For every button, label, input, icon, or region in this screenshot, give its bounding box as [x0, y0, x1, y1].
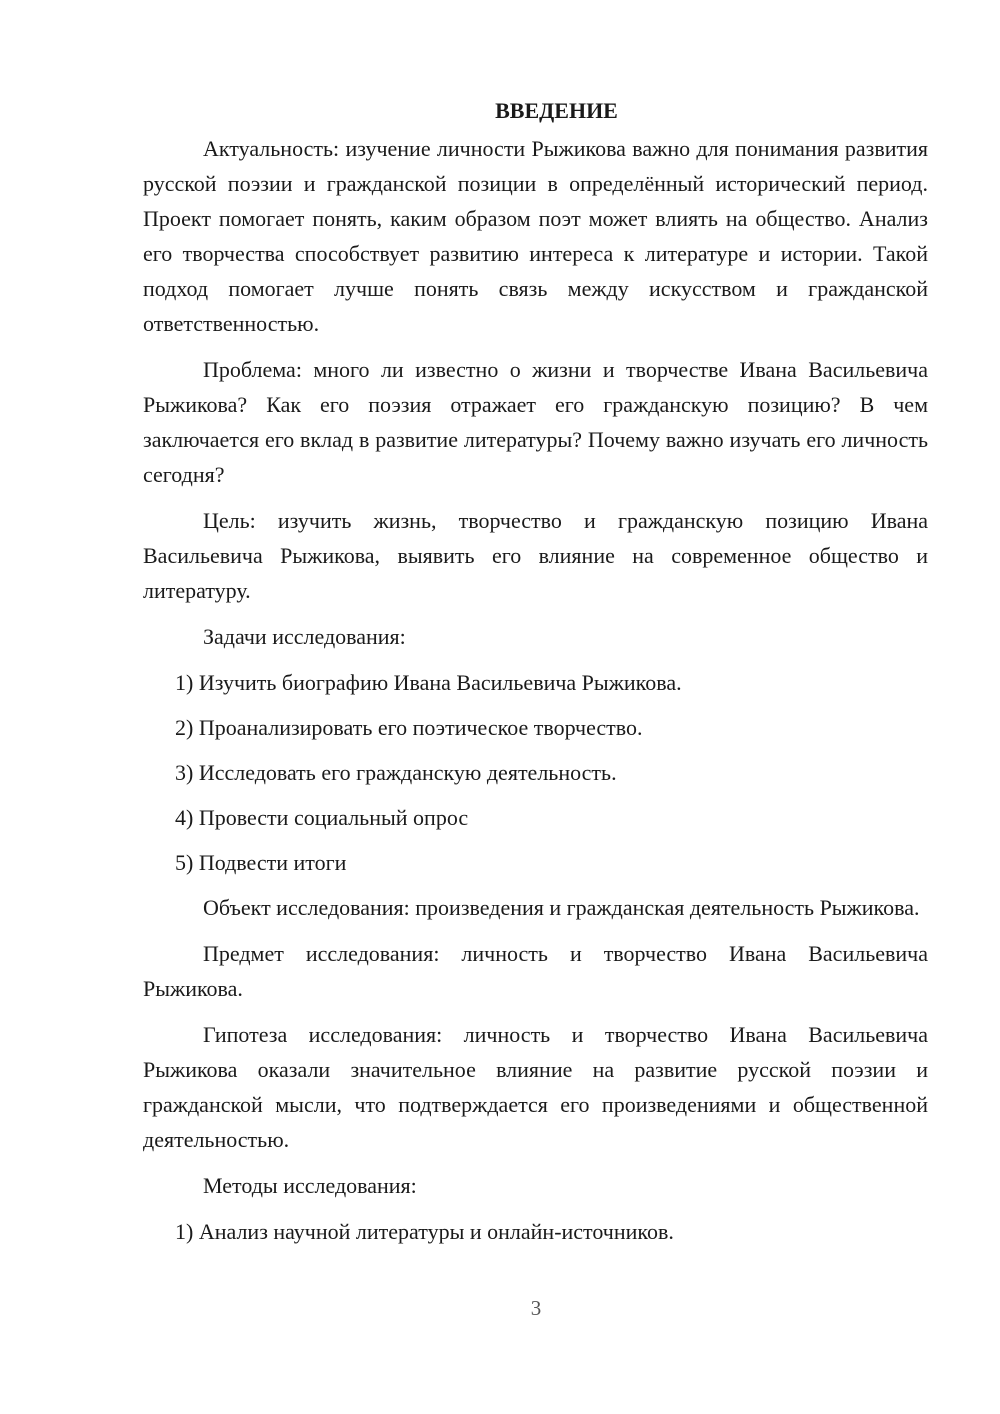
task-item: 2) Проанализировать его поэтическое творчество. [175, 715, 643, 740]
goal-paragraph: Цель: изучить жизнь, творчество и гражданскую позицию Ивана Васильевича Рыжикова, выявить его влияние на современное общество и литературу. [143, 508, 928, 603]
tasks-heading: Задачи исследования: [203, 624, 406, 649]
task-item: 4) Провести социальный опрос [175, 805, 469, 830]
actuality-paragraph: Актуальность: изучение личности Рыжикова важно для понимания развития русской поэзии и гражданской позиции в определённый исторический период. Проект помогает понять, каким образом поэт может влиять на общество. Анализ его творчества способствует развитию интереса к литературе и истории. Такой подход помогает лучше понять связь между искусством и гражданской ответственностью. [143, 136, 928, 336]
task-item: 1) Изучить биографию Ивана Васильевича Рыжикова. [175, 670, 682, 695]
subject-paragraph: Предмет исследования: личность и творчество Ивана Васильевича Рыжикова. [143, 941, 928, 1001]
object-paragraph: Объект исследования: произведения и гражданская деятельность Рыжикова. [203, 895, 920, 920]
section-title: ВВЕДЕНИЕ [495, 98, 618, 123]
task-item: 3) Исследовать его гражданскую деятельность. [175, 760, 617, 785]
methods-heading: Методы исследования: [203, 1173, 417, 1198]
hypothesis-paragraph: Гипотеза исследования: личность и творчество Ивана Васильевича Рыжикова оказали значительное влияние на развитие русской поэзии и гражданской мысли, что подтверждается его произведениями и общественной деятельностью. [143, 1022, 928, 1152]
task-item: 5) Подвести итоги [175, 850, 347, 875]
method-item: 1) Анализ научной литературы и онлайн-источников. [175, 1219, 674, 1244]
page-number: 3 [530, 1296, 542, 1320]
problem-paragraph: Проблема: много ли известно о жизни и творчестве Ивана Васильевича Рыжикова? Как его поэзия отражает его гражданскую позицию? В чем заключается его вклад в развитие литературы? Почему важно изучать его личность сегодня? [143, 357, 928, 487]
